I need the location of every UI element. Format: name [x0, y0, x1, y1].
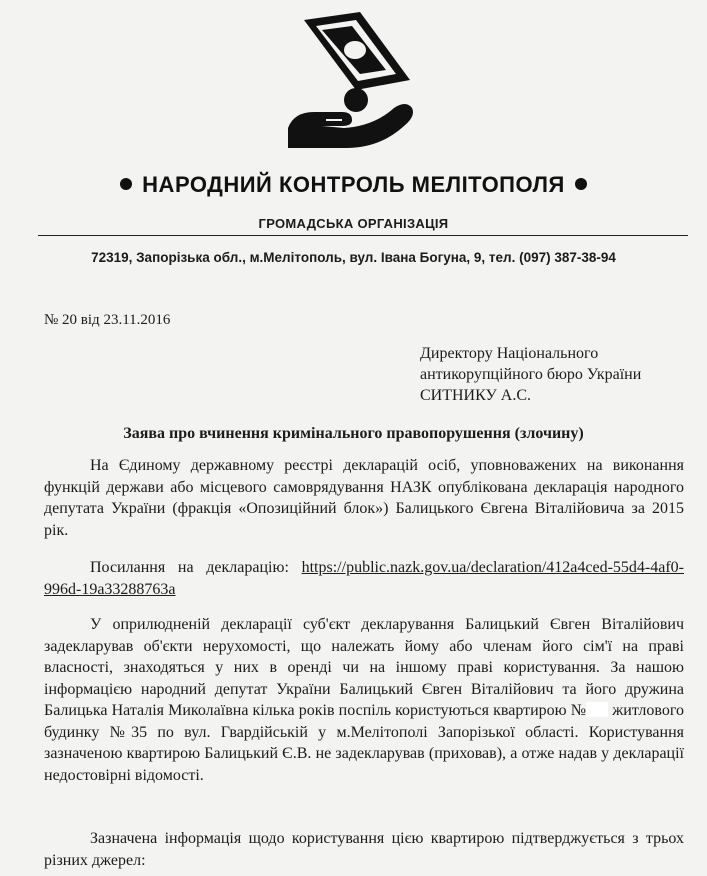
bullet-dot-icon [120, 178, 132, 190]
paragraph-text: Зазначена інформація щодо користування цією квартирою підтверджується з трьох різних джерел: [44, 830, 684, 869]
org-address: 72319, Запорізька обл., м.Мелітополь, вул. Івана Богуна, 9, тел. (097) 387-38-94 [91, 250, 616, 265]
addressee-line: Директору Національного [420, 345, 599, 362]
paragraph-sources [44, 828, 684, 871]
addressee-line: антикорупційного бюро України [420, 366, 642, 383]
paragraph-apartment [44, 614, 684, 786]
header-divider [38, 235, 688, 236]
document-title: Заява про вчинення кримінального правопорушення (злочину) [123, 425, 584, 442]
org-name: НАРОДНИЙ КОНТРОЛЬ МЕЛІТОПОЛЯ [142, 172, 565, 197]
paragraph-text: У оприлюдненій декларації суб'єкт декларування Балицький Євген Віталійович задекларував об'єкти нерухомості, що належать йому або членам його сім'ї на праві власності, знаходяться у них в оренді чи на іншому праві користування. За нашою інформацією народний депутат України Балицький Євген Віталійович та його дружина Балицька Наталія Миколаївна кілька років поспіль користуються квартирою № [44, 616, 684, 719]
addressee-block [420, 343, 641, 406]
link-prefix: Посилання на декларацію: [90, 559, 302, 576]
hand-money-logo-icon [282, 8, 422, 158]
paragraph-text: На Єдиному державному реєстрі декларацій осіб, уповноважених на виконання функцій держави або місцевого самоврядування НАЗК опублікована декларація народного депутата України (фракція «Опозиційний блок») Балицького Євгена Віталійовича за 2015 рік. [44, 457, 684, 539]
document-number-date: № 20 від 23.11.2016 [44, 312, 171, 328]
paragraph-link [44, 557, 684, 600]
bullet-dot-icon [575, 178, 587, 190]
redacted-number [586, 702, 608, 717]
org-type: ГРОМАДСЬКА ОРГАНІЗАЦІЯ [258, 216, 449, 231]
paragraph-declaration [44, 455, 684, 541]
addressee-line: СИТНИКУ А.С. [420, 387, 532, 404]
declaration-link[interactable]: https://public.nazk.gov.ua/declaration/412a4ced-55d4-4af0-996d-19a33288763a [44, 559, 684, 598]
paragraph-text: житлового будинку №35 по вул. Гвардійській у м.Мелітополі Запорізької області. Користування зазначеною квартирою Балицький Є.В. не задекларував (приховав), а отже надав у декларації недостовірні відомості. [44, 702, 685, 784]
org-title [0, 172, 707, 198]
